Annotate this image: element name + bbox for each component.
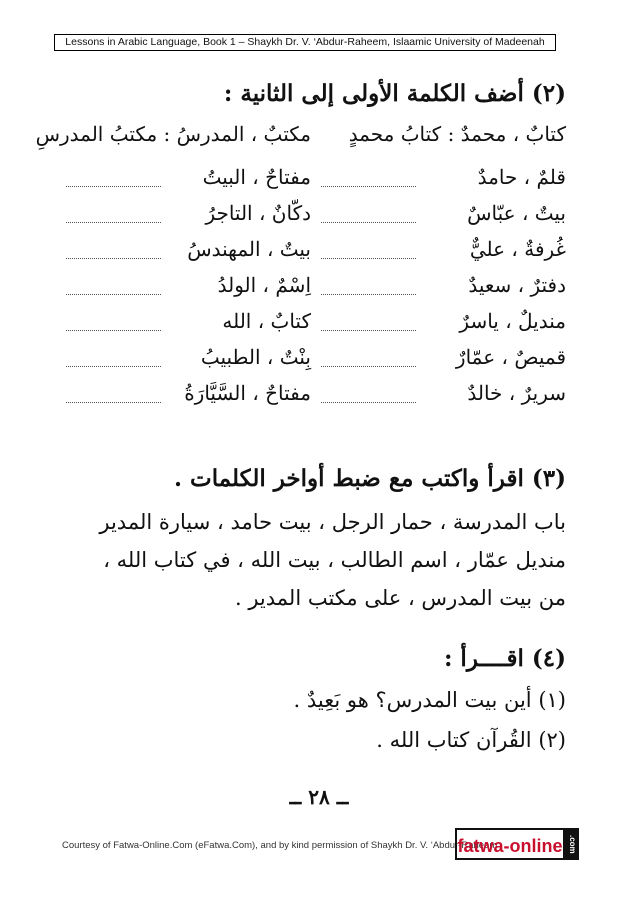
word-pair: كتابٌ ، الله [222, 309, 311, 333]
row-right-pair [321, 381, 566, 411]
row-left-pair [66, 201, 311, 231]
row-left-pair [66, 381, 311, 411]
exercise-4-item: (١) أين بيت المدرس؟ هو بَعِيدٌ . [293, 688, 566, 712]
word-pair: قميصٌ ، عمّارٌ [455, 345, 566, 369]
exercise-2-row [66, 309, 566, 339]
word-pair: سريرٌ ، خالدٌ [467, 381, 566, 405]
word-pair: بِنْتٌ ، الطبيبُ [200, 345, 311, 369]
word-pair: بيتٌ ، المهندسُ [187, 237, 311, 261]
answer-blank [66, 222, 161, 223]
logo-text: fatwa-online [455, 828, 565, 860]
word-pair: دكّانٌ ، التاجرُ [205, 201, 311, 225]
row-left-pair [66, 237, 311, 267]
page-number: ــ ٢٨ ــ [289, 785, 349, 809]
exercise-2-title: (٢) أضف الكلمة الأولى إلى الثانية : [223, 80, 566, 107]
row-right-pair [321, 309, 566, 339]
row-right-pair [321, 273, 566, 303]
answer-blank [321, 402, 416, 403]
exercise-2-example [35, 122, 566, 152]
row-right-pair [321, 345, 566, 375]
answer-blank [321, 294, 416, 295]
row-right-pair [321, 237, 566, 267]
exercise-2-row [66, 345, 566, 375]
answer-blank [321, 330, 416, 331]
exercise-2-row [66, 165, 566, 195]
word-pair: بيتٌ ، عبّاسٌ [467, 201, 566, 225]
answer-blank [321, 186, 416, 187]
answer-blank [321, 258, 416, 259]
exercise-3-line: منديل عمّار ، اسم الطالب ، بيت الله ، في كتاب الله ، [103, 548, 566, 572]
word-pair: غُرفةٌ ، عليٌّ [469, 237, 566, 261]
exercise-2-row [66, 273, 566, 303]
answer-blank [66, 186, 161, 187]
row-right-pair [321, 201, 566, 231]
example-left: مكتبٌ ، المدرسُ : مكتبُ المدرسِ [35, 122, 311, 146]
exercise-4-item: (٢) القُرآن كتاب الله . [376, 728, 566, 752]
row-left-pair [66, 345, 311, 375]
exercise-3-line: باب المدرسة ، حمار الرجل ، بيت حامد ، سيارة المدير [99, 510, 566, 534]
logo-suffix: .com [565, 828, 579, 860]
exercise-3-line: من بيت المدرس ، على مكتب المدير . [234, 586, 566, 610]
answer-blank [66, 294, 161, 295]
word-pair: اِسْمٌ ، الولدُ [217, 273, 311, 297]
row-left-pair [66, 165, 311, 195]
example-right: كتابٌ ، محمدٌ : كتابُ محمدٍ [348, 122, 566, 146]
answer-blank [66, 366, 161, 367]
word-pair: مفتاحٌ ، السَّيَّارَةُ [184, 381, 311, 405]
exercise-4-title: (٤) اقــــرأ : [443, 645, 566, 672]
word-pair: مفتاحٌ ، البيتُ [202, 165, 311, 189]
row-left-pair [66, 309, 311, 339]
answer-blank [66, 330, 161, 331]
exercise-2-row [66, 201, 566, 231]
footer-credit: Courtesy of Fatwa-Online.Com (eFatwa.Com), and by kind permission of Shaykh Dr. V. ‘Abdur-Raheem [62, 840, 498, 851]
word-pair: قلمٌ ، حامدٌ [477, 165, 566, 189]
answer-blank [66, 258, 161, 259]
exercise-2-row [66, 237, 566, 267]
word-pair: دفترٌ ، سعيدٌ [468, 273, 566, 297]
fatwa-online-logo[interactable] [455, 828, 579, 860]
word-pair: منديلٌ ، ياسرٌ [459, 309, 566, 333]
answer-blank [321, 222, 416, 223]
row-right-pair [321, 165, 566, 195]
running-header: Lessons in Arabic Language, Book 1 – Shaykh Dr. V. ‘Abdur-Raheem, Islaamic University of Madeenah [54, 34, 556, 51]
exercise-3-title: (٣) اقرأ واكتب مع ضبط أواخر الكلمات . [174, 465, 566, 492]
answer-blank [66, 402, 161, 403]
row-left-pair [66, 273, 311, 303]
exercise-2-row [66, 381, 566, 411]
answer-blank [321, 366, 416, 367]
